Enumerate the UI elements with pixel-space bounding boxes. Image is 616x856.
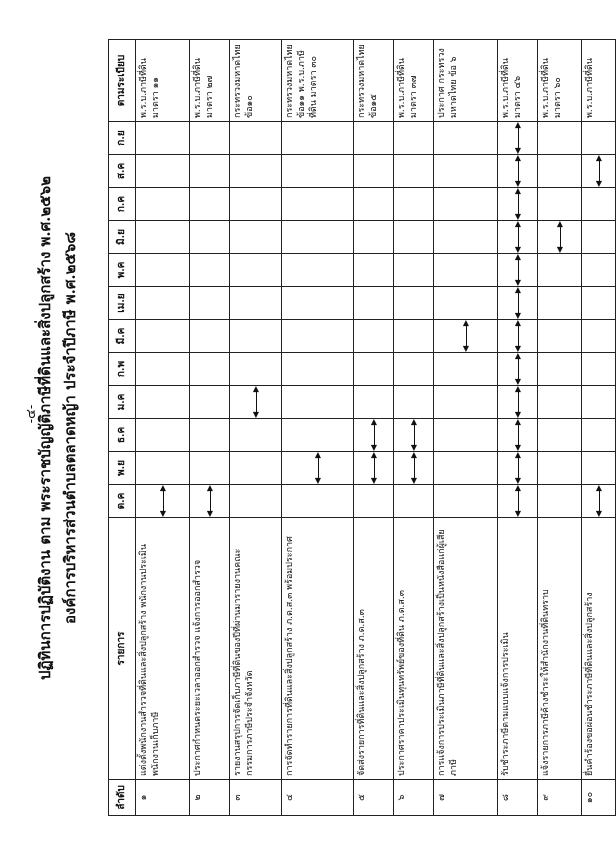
row-item: ประกาศกำหนดระยะเวลาออกสำรวจ แจ้งการออกสำรวจ xyxy=(190,518,230,780)
month-cell xyxy=(582,320,616,353)
month-cell xyxy=(394,122,434,155)
document-subtitle: องค์การบริหารส่วนตำบลตลาดหญ้า ประจำปีภาษี พ.ศ.๒๕๖๘ xyxy=(61,232,79,624)
row-item: จัดส่งรายการที่ดินและสิ่งปลูกสร้าง ภ.ด.ส.๓ xyxy=(354,518,394,780)
table-row xyxy=(230,40,282,816)
month-cell xyxy=(582,122,616,155)
table-row xyxy=(538,40,582,816)
row-number: ๙ xyxy=(538,780,582,816)
header-item: รายการ xyxy=(109,518,136,780)
month-cell xyxy=(282,386,354,419)
month-cell xyxy=(434,254,498,287)
month-cell xyxy=(538,320,582,353)
header-month: เม.ย xyxy=(109,287,136,320)
row-law: กระทรวงมหาดไทย ข้อ๑๐ xyxy=(230,40,282,122)
month-cell xyxy=(538,155,582,188)
row-item: การจัดทำรายการที่ดินและสิ่งปลูกสร้าง ภ.ด.ส.๓ พร้อมประกาศ xyxy=(282,518,354,780)
row-law: พ.ร.บ.ภาษีที่ดิน มาตรา ๔๖ xyxy=(498,40,538,122)
month-cell xyxy=(354,386,394,419)
month-cell xyxy=(282,221,354,254)
month-cell xyxy=(230,122,282,155)
header-no: ลำดับ xyxy=(109,780,136,816)
month-cell xyxy=(434,353,498,386)
table-header-row xyxy=(109,40,136,816)
row-law: กระทรวงมหาดไทย ข้อ๑๑ พ.ร.บ.ภาษีที่ดิน มาตรา ๓๐ xyxy=(282,40,354,122)
arrow-head-icon: ◀ ▶ xyxy=(512,221,522,228)
month-cell xyxy=(230,419,282,452)
month-cell xyxy=(354,188,394,221)
arrow-head-icon: ◀ ▶ xyxy=(368,452,378,459)
month-cell xyxy=(190,452,230,485)
month-cell xyxy=(394,221,434,254)
arrow-head-icon: ◀ ▶ xyxy=(512,254,522,261)
arrow-head-icon: ◀ ▶ xyxy=(512,287,522,294)
month-cell xyxy=(538,452,582,485)
arrow-head-icon: ◀ ▶ xyxy=(512,386,522,393)
row-item: ยื่นคำร้องขอผ่อนชำระภาษีที่ดินและสิ่งปลูกสร้าง xyxy=(582,518,616,780)
month-cell xyxy=(394,254,434,287)
month-cell xyxy=(136,353,190,386)
month-cell xyxy=(538,485,582,518)
month-cell xyxy=(190,320,230,353)
table-row xyxy=(136,40,190,816)
timeline-arrow xyxy=(190,485,230,518)
header-month: ก.ค xyxy=(109,188,136,221)
month-cell xyxy=(136,452,190,485)
month-cell xyxy=(582,221,616,254)
month-cell xyxy=(434,386,498,419)
month-cell xyxy=(354,221,394,254)
month-cell xyxy=(230,287,282,320)
arrow-head-icon: ◀ ▶ xyxy=(312,452,322,459)
header-month: พ.ค xyxy=(109,254,136,287)
table-row xyxy=(354,40,394,816)
row-item: แต่งตั้งพนักงานสำรวจที่ดินและสิ่งปลูกสร้าง พนักงานประเมิน พนักงานเก็บภาษี xyxy=(136,518,190,780)
timeline-arrow xyxy=(354,419,394,452)
month-cell xyxy=(354,353,394,386)
table-row xyxy=(582,40,616,816)
header-month: มิ.ย xyxy=(109,221,136,254)
month-cell xyxy=(394,353,434,386)
timeline-arrow xyxy=(282,452,354,485)
arrow-head-icon: ◀ ▶ xyxy=(460,320,470,327)
month-cell xyxy=(582,254,616,287)
month-cell xyxy=(582,188,616,221)
timeline-arrow xyxy=(538,221,582,254)
timeline-arrow xyxy=(582,155,616,188)
arrow-head-icon: ◀ ▶ xyxy=(157,485,167,492)
timeline-arrow xyxy=(498,320,538,353)
month-cell xyxy=(190,419,230,452)
month-cell xyxy=(190,254,230,287)
table-row xyxy=(394,40,434,816)
row-law: พ.ร.บ.ภาษีที่ดิน มาตรา ๓๗ xyxy=(394,40,434,122)
arrow-head-icon: ◀ ▶ xyxy=(250,386,260,393)
month-cell xyxy=(434,419,498,452)
timeline-arrow xyxy=(136,485,190,518)
header-month: ธ.ค xyxy=(109,419,136,452)
row-number: ๕ xyxy=(354,780,394,816)
month-cell xyxy=(538,254,582,287)
arrow-head-icon: ◀ ▶ xyxy=(512,188,522,195)
timeline-arrow xyxy=(582,485,616,518)
timeline-arrow xyxy=(498,122,538,155)
month-cell xyxy=(136,155,190,188)
timeline-arrow xyxy=(498,221,538,254)
table-row xyxy=(282,40,354,816)
row-law: พ.ร.บ.ภาษีที่ดิน มาตรา ๑๑ xyxy=(136,40,190,122)
month-cell xyxy=(282,155,354,188)
document-title: ปฏิทินการปฏิบัติงาน ตาม พระราชบัญญัติภาษีที่ดินและสิ่งปลูกสร้าง พ.ศ.๒๕๖๒ xyxy=(36,175,54,681)
month-cell xyxy=(136,188,190,221)
month-cell xyxy=(538,287,582,320)
arrow-head-icon: ◀ ▶ xyxy=(512,452,522,459)
arrow-head-icon: ◀ ▶ xyxy=(512,155,522,162)
month-cell xyxy=(538,353,582,386)
arrow-head-icon: ◀ ▶ xyxy=(593,485,603,492)
month-cell xyxy=(230,320,282,353)
month-cell xyxy=(538,122,582,155)
month-cell xyxy=(282,287,354,320)
table-row xyxy=(498,40,538,816)
timeline-arrow xyxy=(230,386,282,419)
month-cell xyxy=(582,287,616,320)
timeline-arrow xyxy=(498,155,538,188)
arrow-head-icon: ◀ ▶ xyxy=(408,419,418,426)
month-cell xyxy=(230,188,282,221)
row-number: ๘ xyxy=(498,780,538,816)
row-number: ๔ xyxy=(282,780,354,816)
month-cell xyxy=(354,485,394,518)
month-cell xyxy=(354,155,394,188)
month-cell xyxy=(394,320,434,353)
timeline-arrow xyxy=(394,452,434,485)
row-number: ๖ xyxy=(394,780,434,816)
month-cell xyxy=(354,320,394,353)
month-cell xyxy=(354,287,394,320)
month-cell xyxy=(136,419,190,452)
month-cell xyxy=(190,353,230,386)
row-law: พ.ร.บ.ภาษีที่ดิน xyxy=(582,40,616,122)
row-law: พ.ร.บ.ภาษีที่ดิน มาตรา ๒๗ xyxy=(190,40,230,122)
month-cell xyxy=(136,122,190,155)
row-law: พ.ร.บ.ภาษีที่ดิน มาตรา ๖๐ xyxy=(538,40,582,122)
month-cell xyxy=(282,485,354,518)
month-cell xyxy=(434,452,498,485)
month-cell xyxy=(394,386,434,419)
arrow-head-icon: ◀ ▶ xyxy=(512,419,522,426)
month-cell xyxy=(190,287,230,320)
row-number: ๑๐ xyxy=(582,780,616,816)
timeline-arrow xyxy=(354,452,394,485)
arrow-head-icon: ◀ ▶ xyxy=(512,485,522,492)
month-cell xyxy=(434,122,498,155)
timeline-arrow xyxy=(498,254,538,287)
month-cell xyxy=(282,320,354,353)
month-cell xyxy=(230,485,282,518)
table-row xyxy=(434,40,498,816)
timeline-arrow xyxy=(498,386,538,419)
row-number: ๗ xyxy=(434,780,498,816)
row-number: ๒ xyxy=(190,780,230,816)
header-law: ตามระเบียบ xyxy=(109,40,136,122)
month-cell xyxy=(136,386,190,419)
month-cell xyxy=(282,254,354,287)
header-month: ก.ย xyxy=(109,122,136,155)
month-cell xyxy=(394,155,434,188)
timeline-arrow xyxy=(498,485,538,518)
month-cell xyxy=(582,353,616,386)
month-cell xyxy=(136,221,190,254)
timeline-arrow xyxy=(498,353,538,386)
arrow-head-icon: ◀ ▶ xyxy=(204,485,214,492)
row-number: ๓ xyxy=(230,780,282,816)
arrow-head-icon: ◀ ▶ xyxy=(554,221,564,228)
month-cell xyxy=(394,287,434,320)
month-cell xyxy=(354,254,394,287)
header-month: ม.ค xyxy=(109,386,136,419)
month-cell xyxy=(354,122,394,155)
row-item: รับชำระภาษีตามแบบแจ้งการประเมิน xyxy=(498,518,538,780)
month-cell xyxy=(434,155,498,188)
month-cell xyxy=(582,452,616,485)
header-month: พ.ย xyxy=(109,452,136,485)
month-cell xyxy=(282,122,354,155)
timeline-arrow xyxy=(498,452,538,485)
month-cell xyxy=(230,155,282,188)
month-cell xyxy=(282,188,354,221)
arrow-head-icon: ◀ ▶ xyxy=(368,419,378,426)
arrow-head-icon: ◀ ▶ xyxy=(512,320,522,327)
row-law: ประกาศ กระทรวงมหาดไทย ข้อ ๖ xyxy=(434,40,498,122)
arrow-head-icon: ◀ ▶ xyxy=(512,122,522,129)
month-cell xyxy=(230,353,282,386)
page-number: -๔- xyxy=(24,404,39,424)
schedule-table xyxy=(108,39,616,816)
month-cell xyxy=(230,452,282,485)
month-cell xyxy=(538,386,582,419)
timeline-arrow xyxy=(394,419,434,452)
arrow-head-icon: ◀ ▶ xyxy=(408,452,418,459)
month-cell xyxy=(282,353,354,386)
timeline-arrow xyxy=(434,320,498,353)
header-month: มี.ค xyxy=(109,320,136,353)
row-item: ประกาศราคาประเมินทุนทรัพย์ของที่ดิน ภ.ด.ส.๓ xyxy=(394,518,434,780)
month-cell xyxy=(434,188,498,221)
month-cell xyxy=(136,287,190,320)
month-cell xyxy=(282,419,354,452)
timeline-arrow xyxy=(498,188,538,221)
month-cell xyxy=(434,287,498,320)
month-cell xyxy=(230,254,282,287)
row-law: กระทรวงมหาดไทย ข้อ๑๕ xyxy=(354,40,394,122)
month-cell xyxy=(394,485,434,518)
row-item: การแจ้งการประเมินภาษีที่ดินและสิ่งปลูกสร้างเป็นหนังสือแก่ผู้เสียภาษี xyxy=(434,518,498,780)
month-cell xyxy=(582,386,616,419)
timeline-arrow xyxy=(498,287,538,320)
month-cell xyxy=(190,188,230,221)
month-cell xyxy=(434,485,498,518)
table-row xyxy=(190,40,230,816)
month-cell xyxy=(538,188,582,221)
header-month: ก.พ xyxy=(109,353,136,386)
row-item: แจ้งรายการภาษีค้างชำระให้สำนักงานที่ดินทราบ xyxy=(538,518,582,780)
row-number: ๑ xyxy=(136,780,190,816)
month-cell xyxy=(190,155,230,188)
arrow-head-icon: ◀ ▶ xyxy=(512,353,522,360)
month-cell xyxy=(230,221,282,254)
month-cell xyxy=(190,386,230,419)
month-cell xyxy=(582,419,616,452)
row-item: รายงานสรุปการจัดเก็บภาษีที่ดินของปีที่ผ่านมารายงานคณะกรรมการภาษีประจำจังหวัด xyxy=(230,518,282,780)
month-cell xyxy=(394,188,434,221)
timeline-arrow xyxy=(498,419,538,452)
month-cell xyxy=(136,320,190,353)
header-month: ส.ค xyxy=(109,155,136,188)
month-cell xyxy=(434,221,498,254)
month-cell xyxy=(136,254,190,287)
table-body xyxy=(136,40,616,816)
header-month: ต.ค xyxy=(109,485,136,518)
month-cell xyxy=(538,419,582,452)
month-cell xyxy=(190,122,230,155)
month-cell xyxy=(190,221,230,254)
arrow-head-icon: ◀ ▶ xyxy=(593,155,603,162)
